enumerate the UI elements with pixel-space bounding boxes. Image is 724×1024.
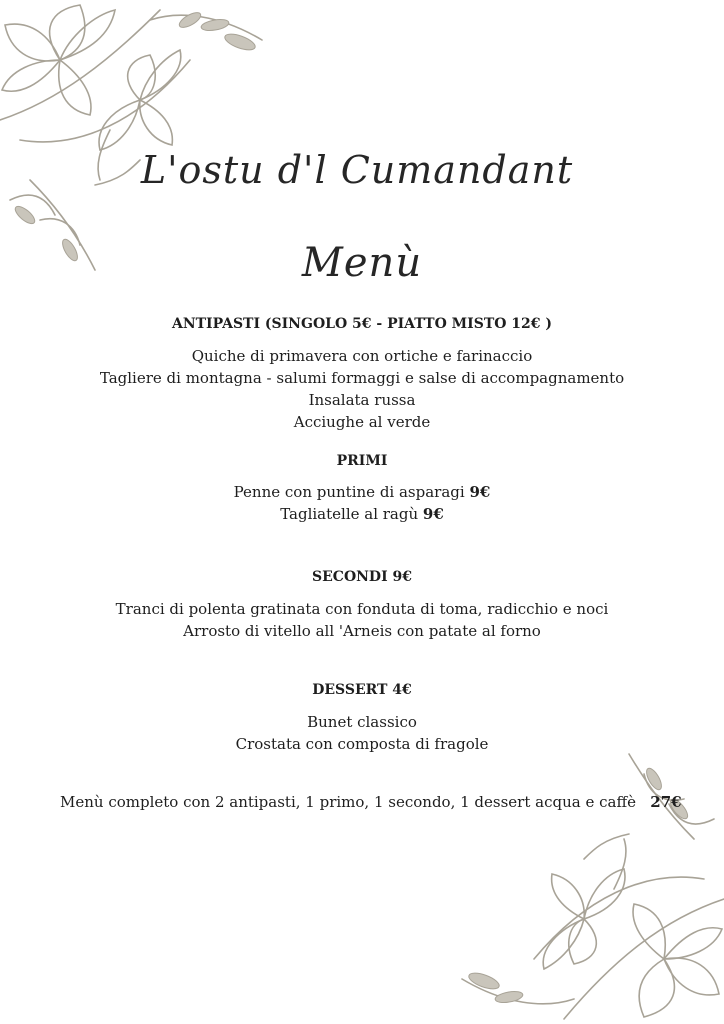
menu-item: Bunet classico	[307, 713, 417, 731]
menu-item-name: Penne con puntine di asparagi	[233, 483, 465, 501]
section-heading-antipasti: ANTIPASTI (SINGOLO 5€ - PIATTO MISTO 12€ )	[171, 316, 553, 332]
full-menu-price: 27€	[650, 793, 682, 811]
menu-item: Insalata russa	[308, 391, 416, 409]
menu-title: Menù	[301, 240, 423, 286]
section-heading-secondi: SECONDI 9€	[312, 569, 412, 585]
restaurant-name: L'ostu d'l Cumandant	[140, 148, 574, 192]
menu-item: Crostata con composta di fragole	[235, 735, 489, 753]
menu-item: Tranci di polenta gratinata con fonduta di toma, radicchio e noci	[115, 600, 609, 618]
section-heading-dessert: DESSERT 4€	[312, 682, 412, 698]
menu-item: Acciughe al verde	[293, 413, 431, 431]
menu-item-price: 9€	[422, 505, 444, 523]
menu-item: Quiche di primavera con ortiche e farinaccio	[191, 347, 533, 365]
section-heading-primi: PRIMI	[336, 453, 388, 469]
menu-item-price: 9€	[469, 483, 491, 501]
menu-item	[0, 503, 724, 525]
menu-item-name: Tagliatelle al ragù	[280, 505, 419, 523]
full-menu-text: Menù completo con 2 antipasti, 1 primo, 1 secondo, 1 dessert acqua e caffè	[60, 793, 636, 811]
menu-item: Tagliere di montagna - salumi formaggi e salse di accompagnamento	[99, 369, 625, 387]
floral-decoration-top-left-icon	[0, 0, 290, 275]
full-menu-offer	[60, 791, 682, 813]
menu-item	[0, 481, 724, 503]
menu-item: Arrosto di vitello all 'Arneis con patate al forno	[183, 622, 541, 640]
